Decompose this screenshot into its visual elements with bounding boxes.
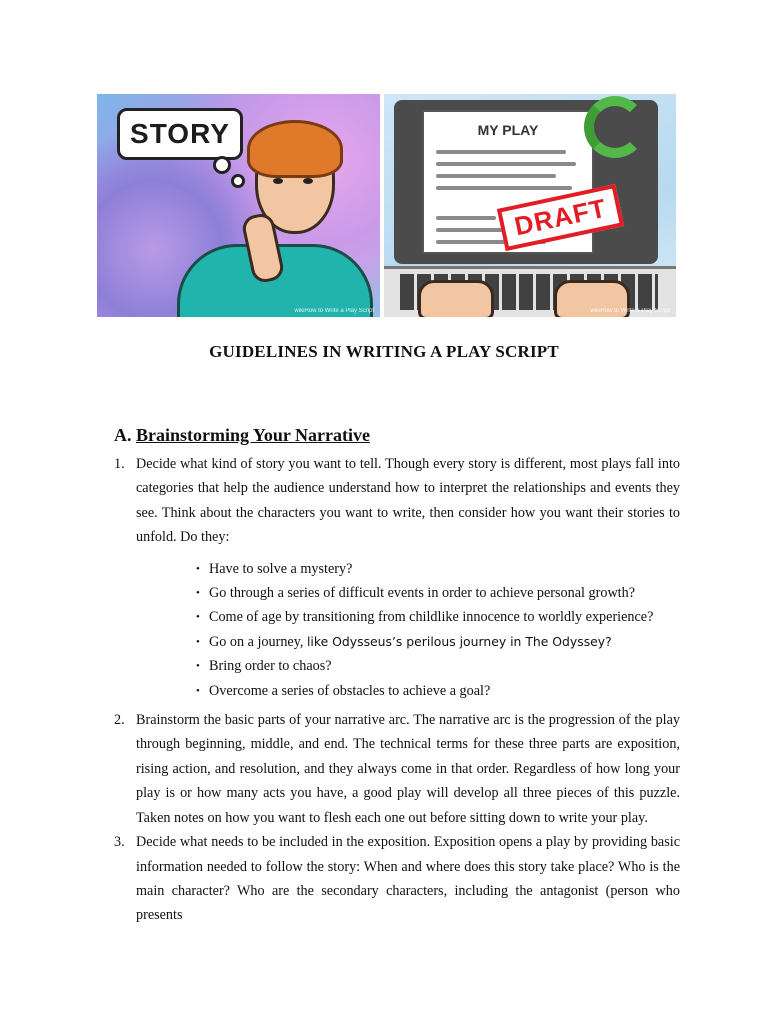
text-line	[436, 216, 496, 220]
bullet-item: • Go through a series of difficult events in order to achieve personal growth?	[196, 581, 680, 605]
bullet-item	[196, 630, 680, 654]
header-illustration	[97, 94, 676, 317]
watermark-right: wikiHow to Write a Play Script	[590, 308, 670, 314]
left-hand	[418, 280, 494, 317]
refresh-arrows-icon	[584, 96, 646, 158]
section-heading-text: Brainstorming Your Narrative	[136, 425, 370, 445]
item-text: Decide what needs to be included in the exposition. Exposition opens a play by providing basic information needed to follow the story: When and where does this story take place? Who is the main character? Who are the secondary characters, including the antagonist (person who presents	[136, 834, 680, 924]
text-line	[436, 162, 576, 166]
draft-stamp: DRAFT	[497, 184, 624, 251]
bullet-list	[136, 557, 680, 703]
section-heading	[114, 425, 370, 446]
bullet-item: • Come of age by transitioning from childlike innocence to worldly experience?	[196, 605, 680, 629]
story-bubble-text: STORY	[130, 118, 230, 149]
thought-dot	[213, 156, 231, 174]
paper-title: MY PLAY	[477, 122, 539, 138]
bullet-item: • Bring order to chaos?	[196, 654, 680, 678]
script-paper	[422, 110, 610, 254]
person-hair	[247, 120, 343, 178]
section-letter: A.	[114, 425, 132, 445]
text-line	[436, 186, 572, 190]
item-text: Brainstorm the basic parts of your narrative arc. The narrative arc is the progression of the play through beginning, middle, and end. The technical terms for these three parts are exposition, rising action, and resolution, and they always come in that order. Regardless of how long your play is or how many acts you have, a good play will develop all three pieces of this puzzle. Taken notes on how you want to flesh each one out before sitting down to write your play.	[136, 712, 680, 826]
list-item	[114, 452, 680, 703]
numbered-list	[114, 452, 680, 928]
item-text: Decide what kind of story you want to tell. Though every story is different, most plays fall into categories that help the audience understand how to interpret the relationships and events they see. Think about the characters you want to write, then consider how you want their stories to unfold. Do they:	[136, 456, 680, 546]
list-item	[114, 708, 680, 830]
thought-dot	[231, 174, 245, 188]
watermark-left: wikiHow to Write a Play Script	[294, 308, 374, 314]
eye	[303, 178, 313, 184]
bullet-item: • Overcome a series of obstacles to achieve a goal?	[196, 679, 680, 703]
item-number: 3.	[114, 834, 125, 851]
text-line	[436, 150, 566, 154]
laptop-panel	[384, 94, 676, 317]
bullet-item: • Have to solve a mystery?	[196, 557, 680, 581]
bullet-text: Go on a journey,	[209, 633, 307, 650]
list-item	[114, 830, 680, 928]
eye	[273, 178, 283, 184]
thinking-person-panel	[97, 94, 380, 317]
text-line	[436, 174, 556, 178]
item-number: 1.	[114, 456, 125, 472]
item-number: 2.	[114, 712, 125, 729]
document-body	[114, 452, 680, 928]
story-thought-bubble	[117, 108, 243, 160]
bullet-text-inserted: like Odysseus’s perilous journey in The Odyssey?	[306, 633, 612, 649]
document-title: GUIDELINES IN WRITING A PLAY SCRIPT	[209, 342, 559, 361]
